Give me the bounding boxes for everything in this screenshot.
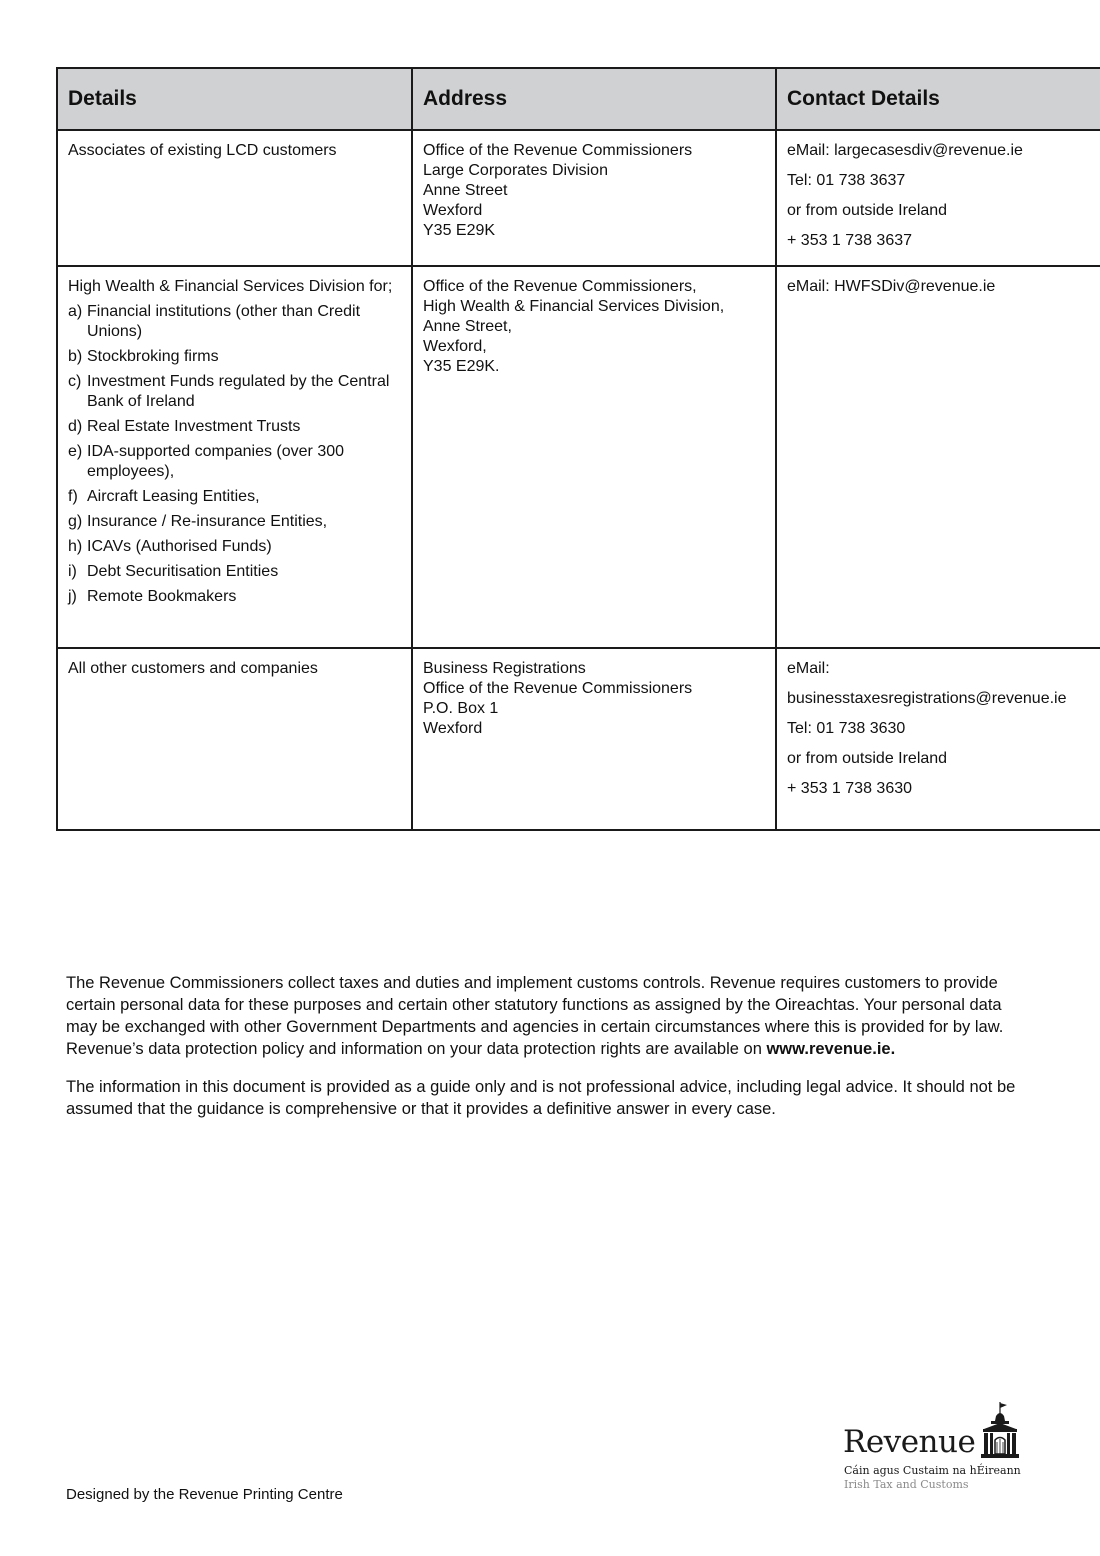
phone-number-international: + 353 1 738 3637 (787, 232, 913, 249)
row-contact-cell (776, 648, 1100, 830)
list-item (68, 587, 401, 607)
disclaimer-paragraph: The information in this document is provided as a guide only and is not professional advice, including legal advice. It should not be assumed that the guidance is comprehensive or that it provides a definitive answer in every case. (66, 1078, 1016, 1118)
logo-tagline-english: Irish Tax and Customs (844, 1478, 969, 1491)
row-details-cell: Associates of existing LCD customers (57, 130, 412, 266)
list-text: Investment Funds regulated by the Central Bank of Ireland (87, 373, 390, 410)
table-row (57, 130, 1100, 266)
phone-number: Tel: 01 738 3637 (787, 172, 906, 189)
header-contact-details: Contact Details (776, 68, 1100, 130)
email-link[interactable]: eMail: HWFSDiv@revenue.ie (787, 278, 996, 295)
address-line: Wexford (423, 202, 483, 219)
address-line: High Wealth & Financial Services Division, (423, 298, 725, 315)
address-line: Office of the Revenue Commissioners (423, 680, 693, 697)
custom-house-icon (980, 1402, 1020, 1460)
row-details-cell (57, 266, 412, 648)
address-line: Wexford (423, 720, 483, 737)
address-line: Business Registrations (423, 660, 586, 677)
row-contact-cell (776, 130, 1100, 266)
details-intro: High Wealth & Financial Services Division for; (68, 278, 393, 295)
address-line: Office of the Revenue Commissioners (423, 142, 693, 159)
privacy-paragraph (66, 972, 1036, 1060)
list-text: IDA-supported companies (over 300 employees), (87, 443, 345, 480)
contact-note: or from outside Ireland (787, 202, 948, 219)
list-item (68, 372, 401, 412)
email-link[interactable]: eMail: largecasesdiv@revenue.ie (787, 142, 1023, 159)
list-letter: j) (68, 588, 77, 605)
phone-number: Tel: 01 738 3630 (787, 720, 906, 737)
list-item (68, 537, 401, 557)
address-line: Anne Street (423, 182, 508, 199)
list-text: Remote Bookmakers (87, 588, 237, 605)
list-letter: a) (68, 303, 83, 320)
list-letter: h) (68, 538, 83, 555)
list-text: Financial institutions (other than Credit Unions) (87, 303, 361, 340)
list-letter: c) (68, 373, 82, 390)
address-line: Anne Street, (423, 318, 512, 335)
table-header-row (57, 68, 1100, 130)
list-letter: i) (68, 563, 77, 580)
privacy-notice (66, 972, 1036, 1136)
list-text: Aircraft Leasing Entities, (87, 488, 260, 505)
logo-wordmark: Revenue (843, 1424, 976, 1460)
list-letter: f) (68, 488, 78, 505)
list-text: Real Estate Investment Trusts (87, 418, 301, 435)
list-text: Stockbroking firms (87, 348, 219, 365)
address-line: P.O. Box 1 (423, 700, 499, 717)
row-details-cell: All other customers and companies (57, 648, 412, 830)
address-line: Large Corporates Division (423, 162, 608, 179)
phone-number-international: + 353 1 738 3630 (787, 780, 913, 797)
table-row (57, 266, 1100, 648)
list-item (68, 442, 401, 482)
list-letter: e) (68, 443, 83, 460)
list-text: ICAVs (Authorised Funds) (87, 538, 272, 555)
row-address-cell (412, 648, 776, 830)
address-line: Y35 E29K (423, 222, 496, 239)
list-item (68, 562, 401, 582)
list-letter: d) (68, 418, 83, 435)
list-letter: b) (68, 348, 83, 365)
list-item (68, 512, 401, 532)
logo-tagline-irish: Cáin agus Custaim na hÉireann (844, 1464, 1021, 1477)
revenue-website-link[interactable]: www.revenue.ie. (766, 1040, 896, 1058)
list-item (68, 487, 401, 507)
list-item (68, 302, 401, 342)
address-line: Wexford, (423, 338, 487, 355)
table-row (57, 648, 1100, 830)
privacy-text: The Revenue Commissioners collect taxes and duties and implement customs controls. Revenue requires customers to provide certain personal data for these purposes and certain other statutory functions as assigned by the Oireachtas. Your personal data may be exchanged with other Government Departments and agencies in certain circumstances where this is provided for by law. Revenue’s data protection policy and information on your data protection rights are available on (66, 974, 1004, 1058)
row-address-cell (412, 266, 776, 648)
header-address: Address (412, 68, 776, 130)
email-link[interactable]: businesstaxesregistrations@revenue.ie (787, 690, 1067, 707)
header-details: Details (57, 68, 412, 130)
row-contact-cell (776, 266, 1100, 648)
address-line: Office of the Revenue Commissioners, (423, 278, 697, 295)
list-item (68, 417, 401, 437)
revenue-logo (843, 1402, 1023, 1497)
list-text: Insurance / Re-insurance Entities, (87, 513, 328, 530)
address-line: Y35 E29K. (423, 358, 500, 375)
list-letter: g) (68, 513, 83, 530)
row-address-cell (412, 130, 776, 266)
email-label: eMail: (787, 660, 830, 677)
list-text: Debt Securitisation Entities (87, 563, 279, 580)
contact-note: or from outside Ireland (787, 750, 948, 767)
contact-table (56, 67, 1100, 831)
list-item (68, 347, 401, 367)
printing-credit: Designed by the Revenue Printing Centre (66, 1486, 343, 1503)
